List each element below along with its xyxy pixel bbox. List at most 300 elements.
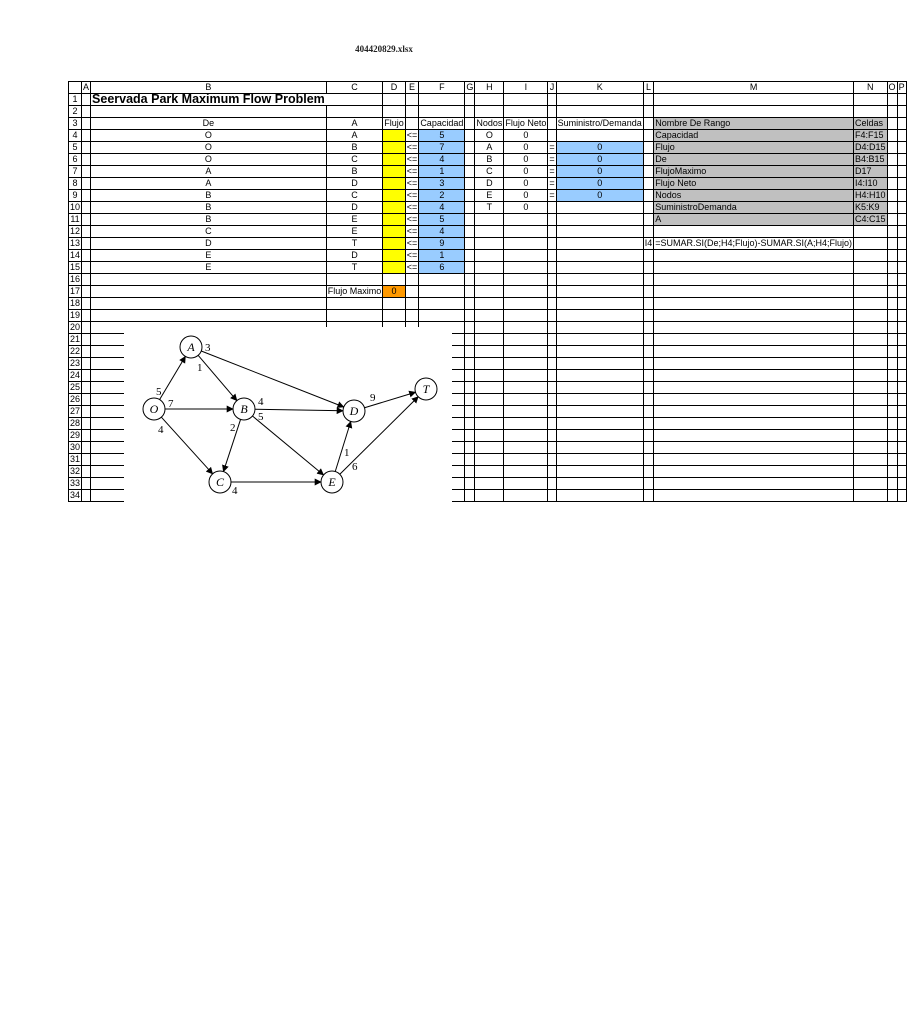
cell-h18[interactable] (475, 298, 504, 310)
cell-b11[interactable]: B (91, 214, 327, 226)
cell-d2[interactable] (383, 106, 406, 118)
cell-j25[interactable] (548, 382, 556, 394)
cell-o20[interactable] (887, 322, 897, 334)
cell-g29[interactable] (465, 430, 475, 442)
cell-n24[interactable] (854, 370, 888, 382)
cell-l5[interactable] (643, 142, 654, 154)
cell-n22[interactable] (854, 346, 888, 358)
cell-m6[interactable]: De (654, 154, 854, 166)
row-header-22[interactable]: 22 (70, 346, 81, 356)
cell-g13[interactable] (465, 238, 475, 250)
cell-j4[interactable] (548, 130, 556, 142)
cell-n28[interactable] (854, 418, 888, 430)
cell-o18[interactable] (887, 298, 897, 310)
cell-l32[interactable] (643, 466, 654, 478)
cell-h1[interactable] (475, 94, 504, 106)
cell-p23[interactable] (897, 358, 906, 370)
cell-g3[interactable] (465, 118, 475, 130)
cell-d6[interactable] (383, 154, 406, 166)
cell-n2[interactable] (854, 106, 888, 118)
cell-h5[interactable]: A (475, 142, 504, 154)
row-header-13[interactable]: 13 (70, 238, 81, 248)
column-header-k[interactable]: K (556, 82, 643, 94)
cell-o2[interactable] (887, 106, 897, 118)
cell-o29[interactable] (887, 430, 897, 442)
cell-n33[interactable] (854, 478, 888, 490)
cell-h13[interactable] (475, 238, 504, 250)
cell-g28[interactable] (465, 418, 475, 430)
cell-h34[interactable] (475, 490, 504, 502)
cell-d18[interactable] (383, 298, 406, 310)
cell-o7[interactable] (887, 166, 897, 178)
cell-i34[interactable] (504, 490, 548, 502)
cell-n26[interactable] (854, 394, 888, 406)
cell-i28[interactable] (504, 418, 548, 430)
cell-m13[interactable]: =SUMAR.SI(De;H4;Flujo)-SUMAR.SI(A;H4;Flujo) (655, 238, 853, 248)
cell-e6[interactable]: <= (406, 154, 418, 164)
cell-l2[interactable] (643, 106, 654, 118)
row-header-31[interactable]: 31 (70, 454, 81, 464)
cell-j30[interactable] (548, 442, 556, 454)
cell-k21[interactable] (556, 334, 643, 346)
cell-i1[interactable] (504, 94, 548, 106)
cell-n4[interactable]: F4:F15 (854, 130, 888, 142)
cell-h25[interactable] (475, 382, 504, 394)
cell-e16[interactable] (405, 274, 419, 286)
cell-j7[interactable]: = (549, 166, 555, 176)
cell-k1[interactable] (556, 94, 643, 106)
cell-n16[interactable] (854, 274, 888, 286)
row-header-3[interactable]: 3 (69, 118, 82, 130)
cell-l33[interactable] (643, 478, 654, 490)
cell-c16[interactable] (326, 274, 383, 286)
cell-p3[interactable] (897, 118, 906, 130)
cell-k4[interactable] (556, 130, 643, 142)
cell-e2[interactable] (405, 106, 419, 118)
cell-i25[interactable] (504, 382, 548, 394)
cell-b15[interactable]: E (91, 262, 327, 274)
row-header-28[interactable]: 28 (70, 418, 81, 428)
cell-b14[interactable]: E (91, 250, 327, 262)
cell-l26[interactable] (643, 394, 654, 406)
cell-l11[interactable] (643, 214, 654, 226)
cell-c14[interactable]: D (326, 250, 383, 262)
cell-f8[interactable]: 3 (419, 178, 465, 190)
cell-i23[interactable] (504, 358, 548, 370)
cell-n3[interactable]: Celdas (854, 118, 888, 130)
cell-h23[interactable] (475, 358, 504, 370)
cell-k30[interactable] (556, 442, 643, 454)
cell-m14[interactable] (654, 250, 854, 262)
cell-p17[interactable] (897, 286, 906, 298)
cell-c17[interactable]: Flujo Maximo (327, 286, 382, 296)
cell-k14[interactable] (556, 250, 643, 262)
cell-l7[interactable] (643, 166, 654, 178)
cell-a18[interactable] (82, 298, 91, 310)
cell-h17[interactable] (475, 286, 504, 298)
cell-k5[interactable]: 0 (556, 142, 643, 154)
cell-k34[interactable] (556, 490, 643, 502)
cell-i7[interactable]: 0 (504, 166, 548, 178)
cell-e17[interactable] (405, 286, 419, 298)
cell-h21[interactable] (475, 334, 504, 346)
cell-a7[interactable] (82, 166, 91, 178)
cell-a2[interactable] (82, 106, 91, 118)
cell-f16[interactable] (419, 274, 465, 286)
cell-d1[interactable] (383, 94, 406, 106)
cell-n7[interactable]: D17 (854, 166, 888, 178)
cell-k6[interactable]: 0 (556, 154, 643, 166)
cell-h30[interactable] (475, 442, 504, 454)
cell-j6[interactable]: = (549, 154, 555, 164)
cell-h7[interactable]: C (475, 166, 504, 178)
cell-k29[interactable] (556, 430, 643, 442)
cell-d8[interactable] (383, 178, 406, 190)
cell-c5[interactable]: B (326, 142, 383, 154)
cell-h4[interactable]: O (475, 130, 504, 142)
cell-m29[interactable] (654, 430, 854, 442)
cell-h19[interactable] (475, 310, 504, 322)
row-header-9[interactable]: 9 (69, 190, 82, 202)
cell-p20[interactable] (897, 322, 906, 334)
cell-k16[interactable] (556, 274, 643, 286)
cell-i13[interactable] (504, 238, 548, 250)
cell-g16[interactable] (465, 274, 475, 286)
cell-a26[interactable] (82, 394, 91, 406)
cell-p1[interactable] (897, 94, 906, 106)
cell-e12[interactable]: <= (406, 226, 418, 236)
cell-a29[interactable] (82, 430, 91, 442)
cell-a6[interactable] (82, 154, 91, 166)
cell-h24[interactable] (475, 370, 504, 382)
cell-c3[interactable]: A (326, 118, 383, 130)
cell-m33[interactable] (654, 478, 854, 490)
cell-n5[interactable]: D4:D15 (855, 142, 886, 152)
cell-k23[interactable] (556, 358, 643, 370)
cell-j12[interactable] (548, 226, 556, 238)
cell-i5[interactable]: 0 (504, 142, 548, 154)
column-header-i[interactable]: I (504, 82, 548, 94)
cell-e3[interactable] (405, 118, 419, 130)
cell-l16[interactable] (643, 274, 654, 286)
cell-n19[interactable] (854, 310, 888, 322)
cell-e10[interactable]: <= (406, 202, 418, 212)
cell-l34[interactable] (643, 490, 654, 502)
cell-j11[interactable] (548, 214, 556, 226)
column-header-h[interactable]: H (475, 82, 504, 94)
cell-p12[interactable] (897, 226, 906, 238)
cell-e9[interactable]: <= (406, 190, 418, 200)
cell-n18[interactable] (854, 298, 888, 310)
cell-a12[interactable] (82, 226, 91, 238)
cell-k25[interactable] (556, 382, 643, 394)
cell-k17[interactable] (556, 286, 643, 298)
cell-c6[interactable]: C (326, 154, 383, 166)
cell-b3[interactable]: De (91, 118, 327, 130)
cell-f13[interactable]: 9 (419, 238, 465, 250)
cell-h15[interactable] (475, 262, 504, 274)
cell-e18[interactable] (405, 298, 419, 310)
cell-a8[interactable] (82, 178, 91, 190)
cell-g24[interactable] (465, 370, 475, 382)
cell-o34[interactable] (887, 490, 897, 502)
cell-o24[interactable] (887, 370, 897, 382)
cell-j22[interactable] (548, 346, 556, 358)
cell-h27[interactable] (475, 406, 504, 418)
cell-a13[interactable] (82, 238, 91, 250)
cell-g11[interactable] (465, 214, 475, 226)
cell-a5[interactable] (82, 142, 91, 154)
cell-l27[interactable] (643, 406, 654, 418)
row-header-8[interactable]: 8 (69, 178, 82, 190)
cell-p13[interactable] (897, 238, 906, 250)
row-header-4[interactable]: 4 (69, 130, 82, 142)
cell-f2[interactable] (419, 106, 465, 118)
cell-m7[interactable]: FlujoMaximo (654, 166, 854, 178)
cell-j27[interactable] (548, 406, 556, 418)
column-header-m[interactable]: M (654, 82, 854, 94)
row-header-6[interactable]: 6 (69, 154, 82, 166)
cell-c12[interactable]: E (326, 226, 383, 238)
cell-i10[interactable]: 0 (504, 202, 548, 214)
cell-h14[interactable] (475, 250, 504, 262)
cell-p9[interactable] (897, 190, 906, 202)
cell-h16[interactable] (475, 274, 504, 286)
cell-o30[interactable] (887, 442, 897, 454)
cell-p18[interactable] (897, 298, 906, 310)
cell-l14[interactable] (643, 250, 654, 262)
cell-n10[interactable]: K5:K9 (854, 202, 888, 214)
cell-l12[interactable] (643, 226, 654, 238)
cell-j32[interactable] (548, 466, 556, 478)
cell-b2[interactable] (91, 106, 327, 118)
cell-f3[interactable]: Capacidad (420, 118, 464, 128)
cell-o9[interactable] (887, 190, 897, 202)
cell-k12[interactable] (556, 226, 643, 238)
cell-m16[interactable] (654, 274, 854, 286)
cell-j16[interactable] (548, 274, 556, 286)
cell-d12[interactable] (383, 226, 406, 238)
column-header-p[interactable]: P (898, 82, 905, 92)
cell-p29[interactable] (897, 430, 906, 442)
row-header-25[interactable]: 25 (70, 382, 81, 392)
cell-h8[interactable]: D (475, 178, 504, 190)
cell-n17[interactable] (854, 286, 888, 298)
cell-p5[interactable] (897, 142, 906, 154)
cell-p21[interactable] (897, 334, 906, 346)
cell-d10[interactable] (383, 202, 406, 214)
cell-j31[interactable] (548, 454, 556, 466)
cell-p2[interactable] (897, 106, 906, 118)
cell-l1[interactable] (643, 94, 654, 106)
column-header-g[interactable]: G (466, 82, 474, 92)
cell-o22[interactable] (887, 346, 897, 358)
cell-k15[interactable] (556, 262, 643, 274)
cell-j18[interactable] (548, 298, 556, 310)
cell-i11[interactable] (504, 214, 548, 226)
cell-f6[interactable]: 4 (419, 154, 465, 166)
cell-o3[interactable] (887, 118, 897, 130)
cell-o19[interactable] (887, 310, 897, 322)
cell-e15[interactable]: <= (406, 262, 418, 272)
cell-m17[interactable] (654, 286, 854, 298)
cell-j20[interactable] (548, 322, 556, 334)
cell-m25[interactable] (654, 382, 854, 394)
row-header-12[interactable]: 12 (70, 226, 81, 236)
cell-h12[interactable] (475, 226, 504, 238)
cell-f19[interactable] (419, 310, 465, 322)
cell-k31[interactable] (556, 454, 643, 466)
cell-d5[interactable] (383, 142, 406, 154)
cell-b16[interactable] (91, 274, 327, 286)
cell-p6[interactable] (897, 154, 906, 166)
cell-j29[interactable] (548, 430, 556, 442)
cell-j28[interactable] (548, 418, 556, 430)
cell-m22[interactable] (654, 346, 854, 358)
row-header-1[interactable]: 1 (69, 94, 82, 106)
cell-c10[interactable]: D (326, 202, 383, 214)
cell-h26[interactable] (475, 394, 504, 406)
cell-a32[interactable] (82, 466, 91, 478)
cell-l8[interactable] (643, 178, 654, 190)
cell-g1[interactable] (465, 94, 475, 106)
cell-m5[interactable]: Flujo (654, 142, 854, 154)
cell-o14[interactable] (887, 250, 897, 262)
cell-e11[interactable]: <= (406, 214, 418, 224)
cell-f18[interactable] (419, 298, 465, 310)
cell-g5[interactable] (465, 142, 475, 154)
cell-h2[interactable] (475, 106, 504, 118)
cell-h9[interactable]: E (475, 190, 504, 202)
cell-i17[interactable] (504, 286, 548, 298)
cell-a4[interactable] (82, 130, 91, 142)
cell-j23[interactable] (548, 358, 556, 370)
cell-o23[interactable] (887, 358, 897, 370)
cell-p16[interactable] (897, 274, 906, 286)
cell-j17[interactable] (548, 286, 556, 298)
cell-i27[interactable] (504, 406, 548, 418)
cell-n27[interactable] (854, 406, 888, 418)
cell-i15[interactable] (504, 262, 548, 274)
cell-p10[interactable] (897, 202, 906, 214)
cell-b8[interactable]: A (91, 178, 327, 190)
cell-e14[interactable]: <= (406, 250, 418, 260)
cell-k2[interactable] (556, 106, 643, 118)
cell-b19[interactable] (91, 310, 327, 322)
row-header-7[interactable]: 7 (69, 166, 82, 178)
cell-o27[interactable] (887, 406, 897, 418)
cell-c4[interactable]: A (326, 130, 383, 142)
cell-i29[interactable] (504, 430, 548, 442)
cell-m8[interactable]: Flujo Neto (654, 178, 854, 190)
cell-o8[interactable] (887, 178, 897, 190)
cell-n31[interactable] (854, 454, 888, 466)
cell-g2[interactable] (465, 106, 475, 118)
cell-f15[interactable]: 6 (419, 262, 465, 274)
cell-g22[interactable] (465, 346, 475, 358)
cell-k26[interactable] (556, 394, 643, 406)
cell-o28[interactable] (887, 418, 897, 430)
cell-m34[interactable] (654, 490, 854, 502)
cell-h31[interactable] (475, 454, 504, 466)
cell-d7[interactable] (383, 166, 406, 178)
cell-k7[interactable]: 0 (556, 166, 643, 178)
cell-n8[interactable]: I4:I10 (854, 178, 888, 190)
cell-p19[interactable] (897, 310, 906, 322)
cell-c19[interactable] (326, 310, 383, 322)
cell-j3[interactable] (548, 118, 556, 130)
cell-h22[interactable] (475, 346, 504, 358)
cell-k19[interactable] (556, 310, 643, 322)
cell-c13[interactable]: T (326, 238, 383, 250)
cell-b5[interactable]: O (91, 142, 327, 154)
cell-f14[interactable]: 1 (419, 250, 465, 262)
cell-m28[interactable] (654, 418, 854, 430)
cell-d16[interactable] (383, 274, 406, 286)
cell-a34[interactable] (82, 490, 91, 502)
cell-p8[interactable] (897, 178, 906, 190)
cell-i33[interactable] (504, 478, 548, 490)
cell-g10[interactable] (465, 202, 475, 214)
column-header-b[interactable]: B (91, 82, 327, 94)
cell-a25[interactable] (82, 382, 91, 394)
cell-j15[interactable] (548, 262, 556, 274)
cell-k33[interactable] (556, 478, 643, 490)
cell-c7[interactable]: B (326, 166, 383, 178)
row-header-30[interactable]: 30 (70, 442, 81, 452)
cell-g14[interactable] (465, 250, 475, 262)
cell-l22[interactable] (643, 346, 654, 358)
row-header-14[interactable]: 14 (70, 250, 81, 260)
cell-b17[interactable] (91, 286, 327, 298)
cell-c1[interactable] (326, 94, 383, 106)
cell-b10[interactable]: B (91, 202, 327, 214)
cell-a14[interactable] (82, 250, 91, 262)
cell-d14[interactable] (383, 250, 406, 262)
cell-g4[interactable] (465, 130, 475, 142)
cell-e19[interactable] (405, 310, 419, 322)
column-header-j[interactable]: J (549, 82, 555, 92)
cell-a17[interactable] (82, 286, 91, 298)
cell-f12[interactable]: 4 (419, 226, 465, 238)
cell-o5[interactable] (887, 142, 897, 154)
cell-p30[interactable] (897, 442, 906, 454)
cell-o10[interactable] (887, 202, 897, 214)
cell-g20[interactable] (465, 322, 475, 334)
cell-i30[interactable] (504, 442, 548, 454)
cell-a24[interactable] (82, 370, 91, 382)
cell-l19[interactable] (643, 310, 654, 322)
cell-h3[interactable]: Nodos (476, 118, 503, 128)
cell-b9[interactable]: B (91, 190, 327, 202)
cell-m12[interactable] (654, 226, 854, 238)
cell-o16[interactable] (887, 274, 897, 286)
cell-f17[interactable] (419, 286, 465, 298)
cell-m32[interactable] (654, 466, 854, 478)
cell-m27[interactable] (654, 406, 854, 418)
row-header-26[interactable]: 26 (70, 394, 81, 404)
cell-j13[interactable] (548, 238, 556, 250)
row-header-18[interactable]: 18 (70, 298, 81, 308)
cell-a30[interactable] (82, 442, 91, 454)
row-header-27[interactable]: 27 (70, 406, 81, 416)
cell-g12[interactable] (465, 226, 475, 238)
cell-e5[interactable]: <= (406, 142, 418, 152)
cell-p34[interactable] (897, 490, 906, 502)
cell-f7[interactable]: 1 (419, 166, 465, 178)
cell-n34[interactable] (854, 490, 888, 502)
cell-l17[interactable] (643, 286, 654, 298)
